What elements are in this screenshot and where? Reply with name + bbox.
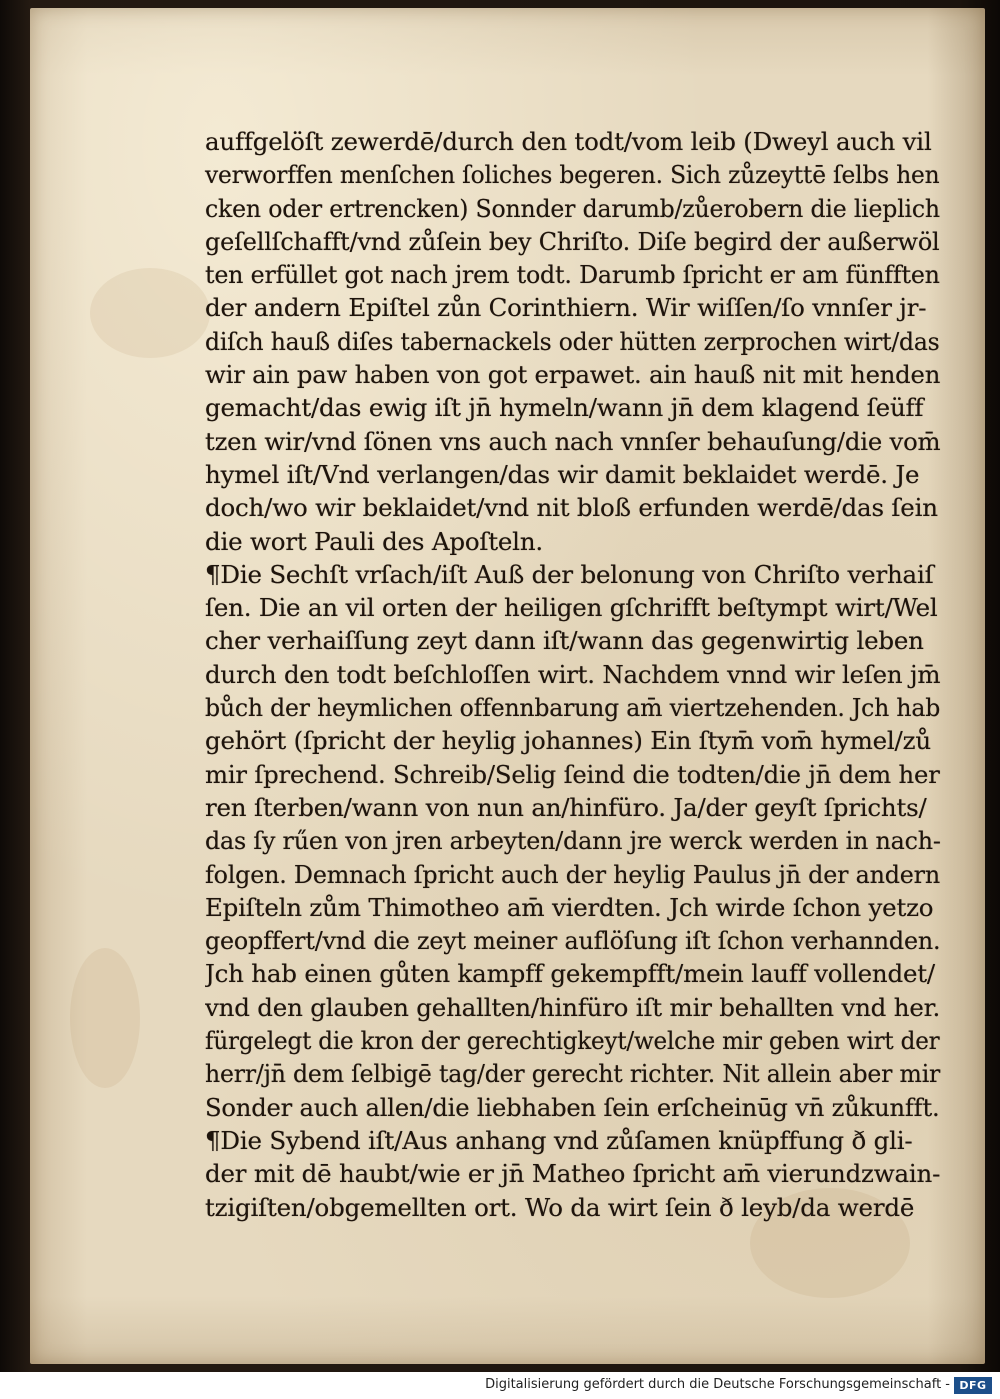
page-text [205, 125, 940, 1224]
text-line: herr/jn̄ dem ſelbigē tag/der gerecht richter. Nit allein aber mir [205, 1059, 941, 1089]
text-line: bůch der heymlichen offennbarung am̄ viertzehenden. Jch hab [205, 693, 941, 723]
footer-bar [0, 1372, 1000, 1399]
paragraph-start-line: ¶Die Sechſt vrſach/iſt Auß der belonung von Chriſto verhaiſ [205, 559, 934, 589]
text-line: cher verhaiſſung zeyt dann iſt/wann das gegenwirtig leben [205, 626, 924, 656]
paper-stain [90, 268, 210, 358]
text-line: ſen. Die an vil orten der heiligen gſchrifft beſtympt wirt/Wel [205, 593, 938, 623]
text-line: der andern Epiſtel zůn Corinthiern. Wir wiſſen/ſo vnnſer jr- [205, 293, 927, 323]
text-line: verworffen menſchen ſoliches begeren. Sich zůzeyttē ſelbs hen [205, 160, 940, 190]
text-line: diſch hauß diſes tabernackels oder hütten zerprochen wirt/das [205, 326, 940, 356]
text-line: das ſy rűen von jren arbeyten/dann jre werck werden in nach- [205, 826, 941, 856]
text-line: tzigiſten/obgemellten ort. Wo da wirt ſein ð leyb/da werdē [205, 1192, 915, 1222]
paper-stain [70, 948, 140, 1088]
text-line: ren ſterben/wann von nun an/hinfüro. Ja/der geyſt ſprichts/ [205, 792, 927, 822]
paragraph-start-line: ¶Die Sybend iſt/Aus anhang vnd zůſamen knüpffung ð gli- [205, 1125, 913, 1155]
text-line: geſellſchafft/vnd zůſein bey Chriſto. Diſe begird der außerwöl [205, 226, 940, 256]
text-line: gemacht/das ewig iſt jn̄ hymeln/wann jn̄ dem klagend ſeüff [205, 393, 924, 423]
text-line: der mit dē haubt/wie er jn̄ Matheo ſpricht am̄ vierundzwain- [205, 1159, 941, 1189]
text-line: durch den todt beſchloſſen wirt. Nachdem vnnd wir leſen jm̄ [205, 659, 941, 689]
text-line: cken oder ertrencken) Sonnder darumb/zůerobern die lieplich [205, 193, 940, 223]
text-line: auffgelöſt zewerdē/durch den todt/vom leib (Dweyl auch vil [205, 127, 932, 156]
dfg-logo: DFG [954, 1377, 992, 1394]
text-line: geopffert/vnd die zeyt meiner auflöſung iſt ſchon verhannden. [205, 926, 941, 956]
text-line: mir ſprechend. Schreib/Selig ſeind die todten/die jn̄ dem her [205, 759, 940, 789]
text-line: Sonder auch allen/die liebhaben ſein erſcheinūg vn̄ zůkunfft. [205, 1092, 940, 1122]
text-line: wir ain paw haben von got erpawet. ain hauß nit mit henden [205, 360, 941, 390]
text-line: Jch hab einen gůten kampff gekempfft/mein lauff vollendet/ [205, 959, 935, 989]
text-line: Epiſteln zům Thimotheo am̄ vierdten. Jch wirde ſchon yetzo [205, 892, 934, 922]
text-line: vnd den glauben gehallten/hinfüro iſt mir behallten vnd her. [205, 992, 940, 1022]
text-line: die wort Pauli des Apoſteln. [205, 526, 543, 556]
text-line: ten erfüllet got nach jrem todt. Darumb ſpricht er am fünfften [205, 260, 940, 290]
text-line: fürgelegt die kron der gerechtigkeyt/welche mir geben wirt der [205, 1026, 940, 1056]
text-line: tzen wir/vnd ſönen vns auch nach vnnſer behauſung/die vom̄ [205, 426, 941, 456]
funding-credit: Digitalisierung gefördert durch die Deutsche Forschungsgemeinschaft - [485, 1377, 950, 1392]
text-line: hymel iſt/Vnd verlangen/das wir damit beklaidet werdē. Je [205, 459, 920, 489]
text-line: gehört (ſpricht der heylig johannes) Ein ſtym̄ vom̄ hymel/zů [205, 726, 931, 756]
text-line: doch/wo wir beklaidet/vnd nit bloß erfunden werdē/das ſein [205, 493, 938, 523]
text-line: folgen. Demnach ſpricht auch der heylig Paulus jn̄ der andern [205, 859, 941, 889]
